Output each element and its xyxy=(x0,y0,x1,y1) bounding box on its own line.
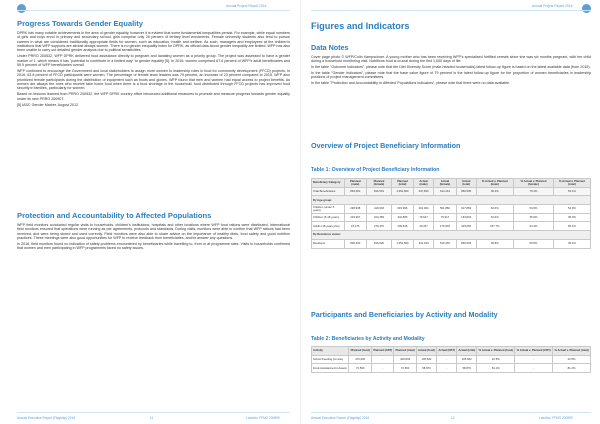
table-cell: - xyxy=(515,355,553,364)
table-cell: 105,842 xyxy=(416,355,436,364)
table-row xyxy=(312,239,591,248)
protection-para-2: In 2016, field monitors found no indication of safety problems encountered by beneficiaries while travelling to, from or at programme sites. Visits to households confirmed that women and men participating in WFP programmes faced no safety issues. xyxy=(17,241,290,251)
left-footer-report: Annual Executive Report (Flagship) 2016 xyxy=(17,416,76,420)
gender-section xyxy=(17,19,290,108)
table-cell: 419,933 xyxy=(367,205,392,214)
table-cell: 30.8% xyxy=(476,239,513,248)
data-notes-para-2: In the table "Outcome Indicators", please note that the Diet Diversity Score (male-headed households) latest follow-up figure is based on the latest available data (from 2015). xyxy=(311,64,591,69)
table-cell: 836,300 xyxy=(344,187,366,196)
column-header: Planned (food) xyxy=(349,347,372,356)
table-cell: 298,938 xyxy=(344,205,366,214)
column-header: Planned (total) xyxy=(394,347,416,356)
table-cell: 35.4% xyxy=(553,239,590,248)
table-cell: 442,886 xyxy=(391,213,413,222)
table-cell: - xyxy=(437,355,457,364)
left-header-rule xyxy=(17,10,290,11)
table-cell: By Age-group: xyxy=(312,196,591,205)
left-footer-page: 11 xyxy=(150,416,154,420)
table-cell: 219,997 xyxy=(344,213,366,222)
column-header: Actual (food) xyxy=(416,347,436,356)
table-cell: Total Beneficiaries xyxy=(312,187,345,196)
table-cell: School Feeding (on-site) xyxy=(312,355,349,364)
table-cell: 224,369 xyxy=(367,213,392,222)
protection-title: Protection and Accountability to Affected Populations xyxy=(17,211,212,220)
participants-title: Participants and Beneficiaries by Activity and Modality xyxy=(311,310,498,319)
column-header: Actual (total) xyxy=(457,347,477,356)
gender-title: Progress Towards Gender Equality xyxy=(17,19,144,28)
column-header: Actual (total) xyxy=(456,179,476,188)
table-cell: 62.6% xyxy=(476,213,513,222)
overview-title: Overview of Project Beneficiary Information xyxy=(311,141,461,150)
table-cell: 299,925 xyxy=(391,222,413,231)
table-cell: 62.6% xyxy=(476,205,513,214)
table-cell: 816,519 xyxy=(367,187,392,196)
wfp-logo-icon xyxy=(582,4,591,13)
table-cell: 614,244 xyxy=(434,187,457,196)
table-row xyxy=(312,187,591,196)
table-cell: 81.2% xyxy=(477,364,515,373)
table2 xyxy=(311,346,591,373)
figures-title: Figures and Indicators xyxy=(311,21,410,31)
data-notes-para-3: In the table "Gender Indicators", please note that the base value figure of 79 percent is the latest follow-up figure for the proportion of women beneficiaries in leadership positions of project management committees. xyxy=(311,70,591,80)
column-header: Actual (female) xyxy=(434,179,457,188)
table-cell: 836,300 xyxy=(344,239,366,248)
table-cell: 105,842 xyxy=(457,355,477,364)
table2-container xyxy=(311,346,591,373)
table-cell: 52.1% xyxy=(553,187,590,196)
table-cell: 501,882 xyxy=(434,205,457,214)
gender-para-3: WFP continued to encourage the Government and local stakeholders to assign more women to leadership roles in food for community development (FFCD) projects. In 2016, 63.8 percent of FFCD participants were women. The percentage of female team leaders was 79 percent, an increase of 23 percent compared to 2015. WFP also prioritized female participants during the distribution of equipment such as boots and gloves. WFP found that men and women had equal access to project benefits. As women are always the ones who receive take home food when there is a food shortage in the household, food distributed through FFCD projects has improved food security in families, particularly for women. xyxy=(17,68,290,91)
table-cell: 59.5% xyxy=(514,239,554,248)
table-cell: 247,693 xyxy=(413,187,433,196)
column-header: Planned (female) xyxy=(367,179,392,188)
table-cell: Food-Assistance-for-Assets xyxy=(312,364,349,373)
column-header: Actual (male) xyxy=(413,179,433,188)
table-cell: 54.3% xyxy=(553,205,590,214)
table1-container xyxy=(311,178,591,249)
table-cell: - xyxy=(515,364,553,373)
right-footer-project: Lesotho, FFMO 200599 xyxy=(539,416,573,420)
left-footer-rule xyxy=(17,412,290,413)
table-cell: 53.6% xyxy=(514,205,554,214)
table-row xyxy=(312,222,591,231)
right-footer-rule xyxy=(311,412,591,413)
table-cell: 157.7% xyxy=(476,222,513,231)
table-cell: 58,870 xyxy=(416,364,436,373)
data-notes-para-4: In the table "Protection and Accountability to Affected Populations Indicators", please note that there were no data available. xyxy=(311,81,511,85)
table-cell: 163,834 xyxy=(456,213,476,222)
table-cell: 35.6% xyxy=(514,213,554,222)
table1-header-row xyxy=(312,179,591,188)
right-page xyxy=(300,0,600,424)
table-cell: 279,470 xyxy=(367,222,392,231)
column-header: % Actual v. Planned (food) xyxy=(477,347,515,356)
table-cell: 75.2% xyxy=(514,187,554,196)
column-header: % Actual v. Planned (total) xyxy=(553,347,591,356)
left-footer-project: Lesotho, FFMO 200599 xyxy=(246,416,280,420)
table-cell: Residents xyxy=(312,239,345,248)
table-cell: Children (under 5 years) xyxy=(312,205,345,214)
column-header: % Actual v. Planned (male) xyxy=(476,179,513,188)
table-row xyxy=(312,231,591,240)
protection-para-1: WFP field monitors conducted regular visits to households, children's institutions, hospitals and other locations where WFP food rations were distributed. International field monitors ensured that operations were running as per agreements, protocols and standards. During visits, monitors were able to confirm that WFP rations had been received, and were being stored and used correctly. Field monitors were also able to share advice on the importance of healthy diets, food safety and good nutrition practices. These meetings were also good opportunities for WFP to receive feedback from beneficiaries, and/or answer any questions. xyxy=(17,223,290,241)
table-cell: 72,500 xyxy=(349,364,372,373)
right-footer-page: 12 xyxy=(451,416,455,420)
table-cell: 35.3% xyxy=(553,213,590,222)
wfp-logo-icon xyxy=(17,4,26,13)
table-cell: 341,193 xyxy=(413,239,433,248)
table-row xyxy=(312,205,591,214)
table-cell: 615,996 xyxy=(391,205,413,214)
table-cell: 79,917 xyxy=(434,213,457,222)
table2-header-row xyxy=(312,347,591,356)
column-header: % Actual v. Planned (CBT) xyxy=(515,347,553,356)
table-cell: Children (5-18 years) xyxy=(312,213,345,222)
column-header: Planned (CBT) xyxy=(372,347,394,356)
table2-title: Table 2: Beneficiaries by Activity and Modality xyxy=(311,336,425,342)
table-cell: 1,652,820 xyxy=(391,239,413,248)
column-header: Actual (CBT) xyxy=(437,347,457,356)
table-cell: - xyxy=(437,364,457,373)
table-cell: 1,652,820 xyxy=(391,187,413,196)
column-header: Planned (male) xyxy=(344,179,366,188)
figures-section xyxy=(311,21,591,87)
table-cell: 58,870 xyxy=(457,364,477,373)
table-cell: 29,347 xyxy=(413,222,433,231)
column-header: Beneficiary Category xyxy=(312,179,345,188)
column-header: Activity xyxy=(312,347,349,356)
table-cell: - xyxy=(372,355,394,364)
column-header: % Actual v. Planned (female) xyxy=(514,179,554,188)
data-notes-title: Data Notes xyxy=(311,43,349,52)
data-notes-para-1: Cover page photo © WFP/Colin Kampschoer. A young mother who has been receiving WFP's specialised fortified cereals since she was six months pregnant, with her child during a household monitoring visit. Nutritious food is crucial during the first 1,000 days of life. xyxy=(311,54,591,63)
table-cell: By Residence status: xyxy=(312,231,591,240)
right-header-text: Annual Project Report 2016 xyxy=(532,4,573,8)
table-row xyxy=(312,364,591,373)
protection-section xyxy=(17,211,290,252)
right-footer-report: Annual Executive Report (Flagship) 2016 xyxy=(311,416,370,420)
table-cell: 16,476 xyxy=(344,222,366,231)
table-cell: 470,000 xyxy=(349,355,372,364)
right-header-rule xyxy=(311,10,591,11)
table-cell: 291,064 xyxy=(413,205,433,214)
gender-footnote: [5] IASC Gender Marker, August 2012. xyxy=(17,102,80,107)
table-cell: 917,869 xyxy=(456,205,476,214)
table-cell: 64.4% xyxy=(514,222,554,231)
table-cell: 519,332 xyxy=(434,239,457,248)
table-cell: 22.5% xyxy=(553,355,591,364)
table-cell: - xyxy=(372,364,394,373)
table-row xyxy=(312,213,591,222)
table-cell: 179,933 xyxy=(434,222,457,231)
table-cell: 860,935 xyxy=(456,187,476,196)
table-cell: 403,050 xyxy=(456,222,476,231)
table-cell: 22.5% xyxy=(477,355,515,364)
table-cell: Adults (18 years plus) xyxy=(312,222,345,231)
column-header: Planned (total) xyxy=(391,179,413,188)
table1-title: Table 1: Overview of Project Beneficiary Information xyxy=(311,167,440,173)
table-cell: 79,917 xyxy=(413,213,433,222)
gender-para-2: Under PRRO 200532, WFP DPRK delivered food assistance directly to pregnant and lactating women as a priority group. The project was assessed to have a gender marker of 1, which means it has "potential to contribute in a limited way" to gender equality [5]. In 2016, women comprised 67.6 percent of WFP's adult beneficiaries and 59.5 percent of WFP beneficiaries overall. xyxy=(17,54,290,67)
left-header-text: Annual Project Report 2016 xyxy=(226,4,267,8)
gender-para-1: DPRK has many notable achievements in the area of gender equality, however it is evident that some fundamental inequalities persist. For example, while equal numbers of girls and boys enrol in primary and secondary school, girls comprise only 26 percent of tertiary level enrolments. Female university students also tend to pursue careers in what are considered traditionally appropriate fields for women, such as education, health and welfare. As such, managers and employees at the children's institutions that WFP supports are almost always women. There is no gender inequality index for DPRK, as official data about gender inequality are limited. WFP has also been unable to carry out detailed gender analysis due to political sensitivities. xyxy=(17,31,290,53)
table-cell: 72,500 xyxy=(394,364,416,373)
table-cell: 30.2% xyxy=(476,187,513,196)
table-row xyxy=(312,355,591,364)
table1 xyxy=(311,178,591,249)
column-header: % Actual v. Planned (total) xyxy=(553,179,590,188)
table-cell: 429,833 xyxy=(394,355,416,364)
table-cell: 65.1% xyxy=(553,222,590,231)
table-cell: 860,935 xyxy=(456,239,476,248)
table-cell: 816,520 xyxy=(367,239,392,248)
table-row xyxy=(312,196,591,205)
table-cell: 81.2% xyxy=(553,364,591,373)
gender-para-4: Based on lessons learned from PRRO 200532, the WFP DPRK country office introduced additional measures to promote and measure progress towards gender equality under its new PRRO 200907. xyxy=(17,92,290,101)
